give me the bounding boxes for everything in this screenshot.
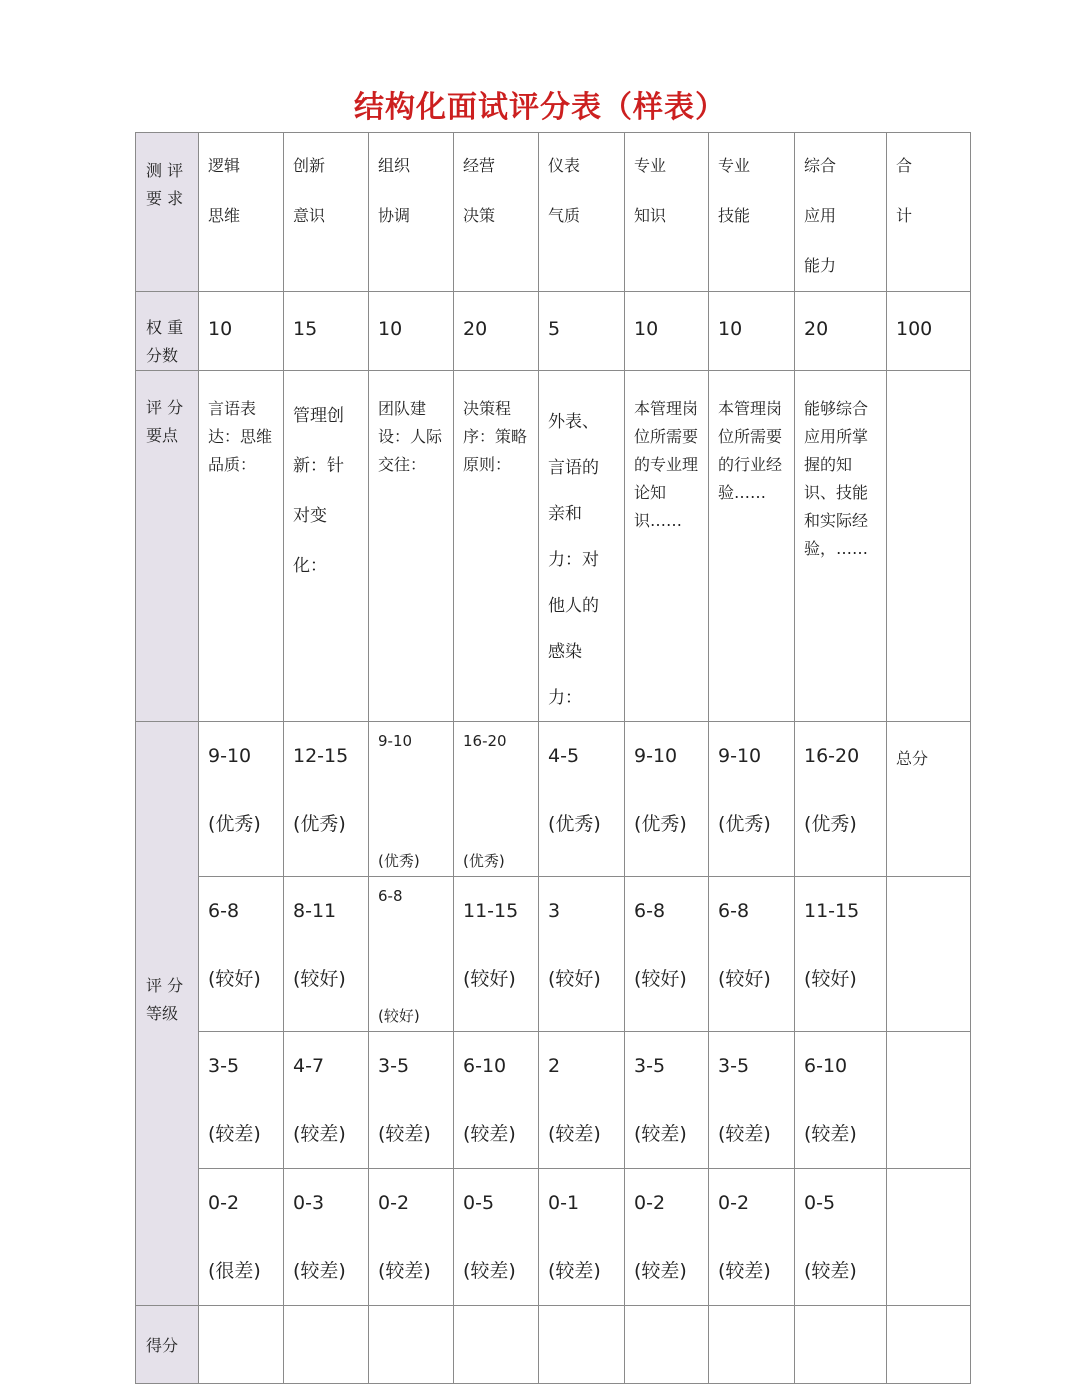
grade-cell: 6-8 (较好) [718,900,771,990]
score-label: 得分 [146,1336,179,1355]
grade-cell: 6-8 (较好) [634,900,687,990]
score-input-cell[interactable] [625,1306,709,1384]
grade-cell: 3-5 (较差) [634,1055,687,1145]
col-name: 仪表 气质 [548,156,581,225]
criteria-row [136,133,971,292]
score-input-cell[interactable] [539,1306,625,1384]
grade-cell: 9-10 (优秀) [634,745,687,835]
grade-cell: 9-10 (优秀) [718,745,771,835]
col-name: 综合 应用 能力 [804,156,837,275]
point-text: 外表、言语的亲和力：对他人的感染力： [548,412,599,708]
points-label: 评 分 要点 [146,398,184,445]
col-name: 专业 知识 [634,156,667,225]
point-text [887,371,970,395]
score-input-cell[interactable] [795,1306,887,1384]
empty-cell [887,1169,971,1306]
weight-value: 10 [378,318,403,340]
col-name: 专业 技能 [718,156,751,225]
point-text: 管理创新：针对变化： [293,406,344,576]
grade-cell: 12-15 (优秀) [293,745,349,835]
point-text: 本管理岗位所需要的专业理论知识…… [634,399,699,530]
grade-cell: 8-11 (较好) [293,900,346,990]
score-row [136,1306,971,1384]
empty-cell [887,877,971,1032]
criteria-label: 测 评 要 求 [146,161,184,208]
grade-cell: 0-2 (较差) [634,1192,687,1282]
weight-row [136,292,971,371]
grade-cell: 4-7 (较差) [293,1055,346,1145]
grade-cell: 2 (较差) [548,1055,601,1145]
grade-cell: 11-15 (较好) [463,900,519,990]
criteria-label-cell [136,133,199,292]
score-input-cell[interactable] [454,1306,539,1384]
weight-value: 20 [463,318,488,340]
grade-label: 评 分 等级 [146,976,184,1023]
grade-cell: 9-10 (优秀) [208,745,261,835]
col-name: 创新 意识 [293,156,326,225]
point-text: 本管理岗位所需要的行业经验…… [718,399,783,502]
grade-row-3 [136,1032,971,1169]
score-input-cell[interactable] [369,1306,454,1384]
grade-cell: 0-1 (较差) [548,1192,601,1282]
grade-cell: 6-8 (较好) [378,887,420,1025]
weight-value: 10 [208,318,233,340]
weight-value: 10 [718,318,743,340]
weight-value: 100 [896,318,933,340]
grade-cell: 0-2 (很差) [208,1192,261,1282]
grade-cell: 0-5 (较差) [463,1192,516,1282]
grade-row-1 [136,722,971,877]
score-input-cell[interactable] [284,1306,369,1384]
grade-cell: 6-10 (较差) [804,1055,857,1145]
grade-cell: 0-5 (较差) [804,1192,857,1282]
empty-cell [887,1032,971,1169]
grade-cell: 3 (较好) [548,900,601,990]
point-text: 言语表达：思维品质： [208,399,273,474]
grade-cell: 0-3 (较差) [293,1192,346,1282]
grade-cell: 16-20 (优秀) [463,732,507,870]
col-name: 合 计 [896,156,913,225]
grade-row-4 [136,1169,971,1306]
point-text: 决策程序：策略原则： [463,399,528,474]
grade-cell: 0-2 (较差) [718,1192,771,1282]
grade-cell: 3-5 (较差) [718,1055,771,1145]
grade-cell: 11-15 (较好) [804,900,860,990]
point-text: 能够综合应用所掌握的知识、技能和实际经验，…… [804,399,869,558]
weight-value: 10 [634,318,659,340]
weight-value: 5 [548,318,561,340]
grade-cell: 6-10 (较差) [463,1055,516,1145]
weight-value: 20 [804,318,829,340]
col-name: 组织 协调 [378,156,411,225]
grade-cell: 16-20 (优秀) [804,745,860,835]
score-input-cell[interactable] [199,1306,284,1384]
col-name: 经营 决策 [463,156,496,225]
score-table [135,132,971,1384]
total-label: 总分 [896,749,929,768]
grade-cell: 3-5 (较差) [378,1055,431,1145]
grade-cell: 0-2 (较差) [378,1192,431,1282]
page-title: 结构化面试评分表（样表） [354,90,726,125]
weight-value: 15 [293,318,318,340]
weight-label: 权 重 分数 [146,318,184,365]
score-input-cell[interactable] [887,1306,971,1384]
grade-cell: 4-5 (优秀) [548,745,601,835]
col-name: 逻辑 思维 [208,156,241,225]
score-input-cell[interactable] [709,1306,795,1384]
grade-cell: 6-8 (较好) [208,900,261,990]
point-text: 团队建设：人际交往： [378,399,443,474]
grade-cell: 9-10 (优秀) [378,732,420,870]
grade-row-2 [136,877,971,1032]
points-row [136,371,971,722]
grade-cell: 3-5 (较差) [208,1055,261,1145]
